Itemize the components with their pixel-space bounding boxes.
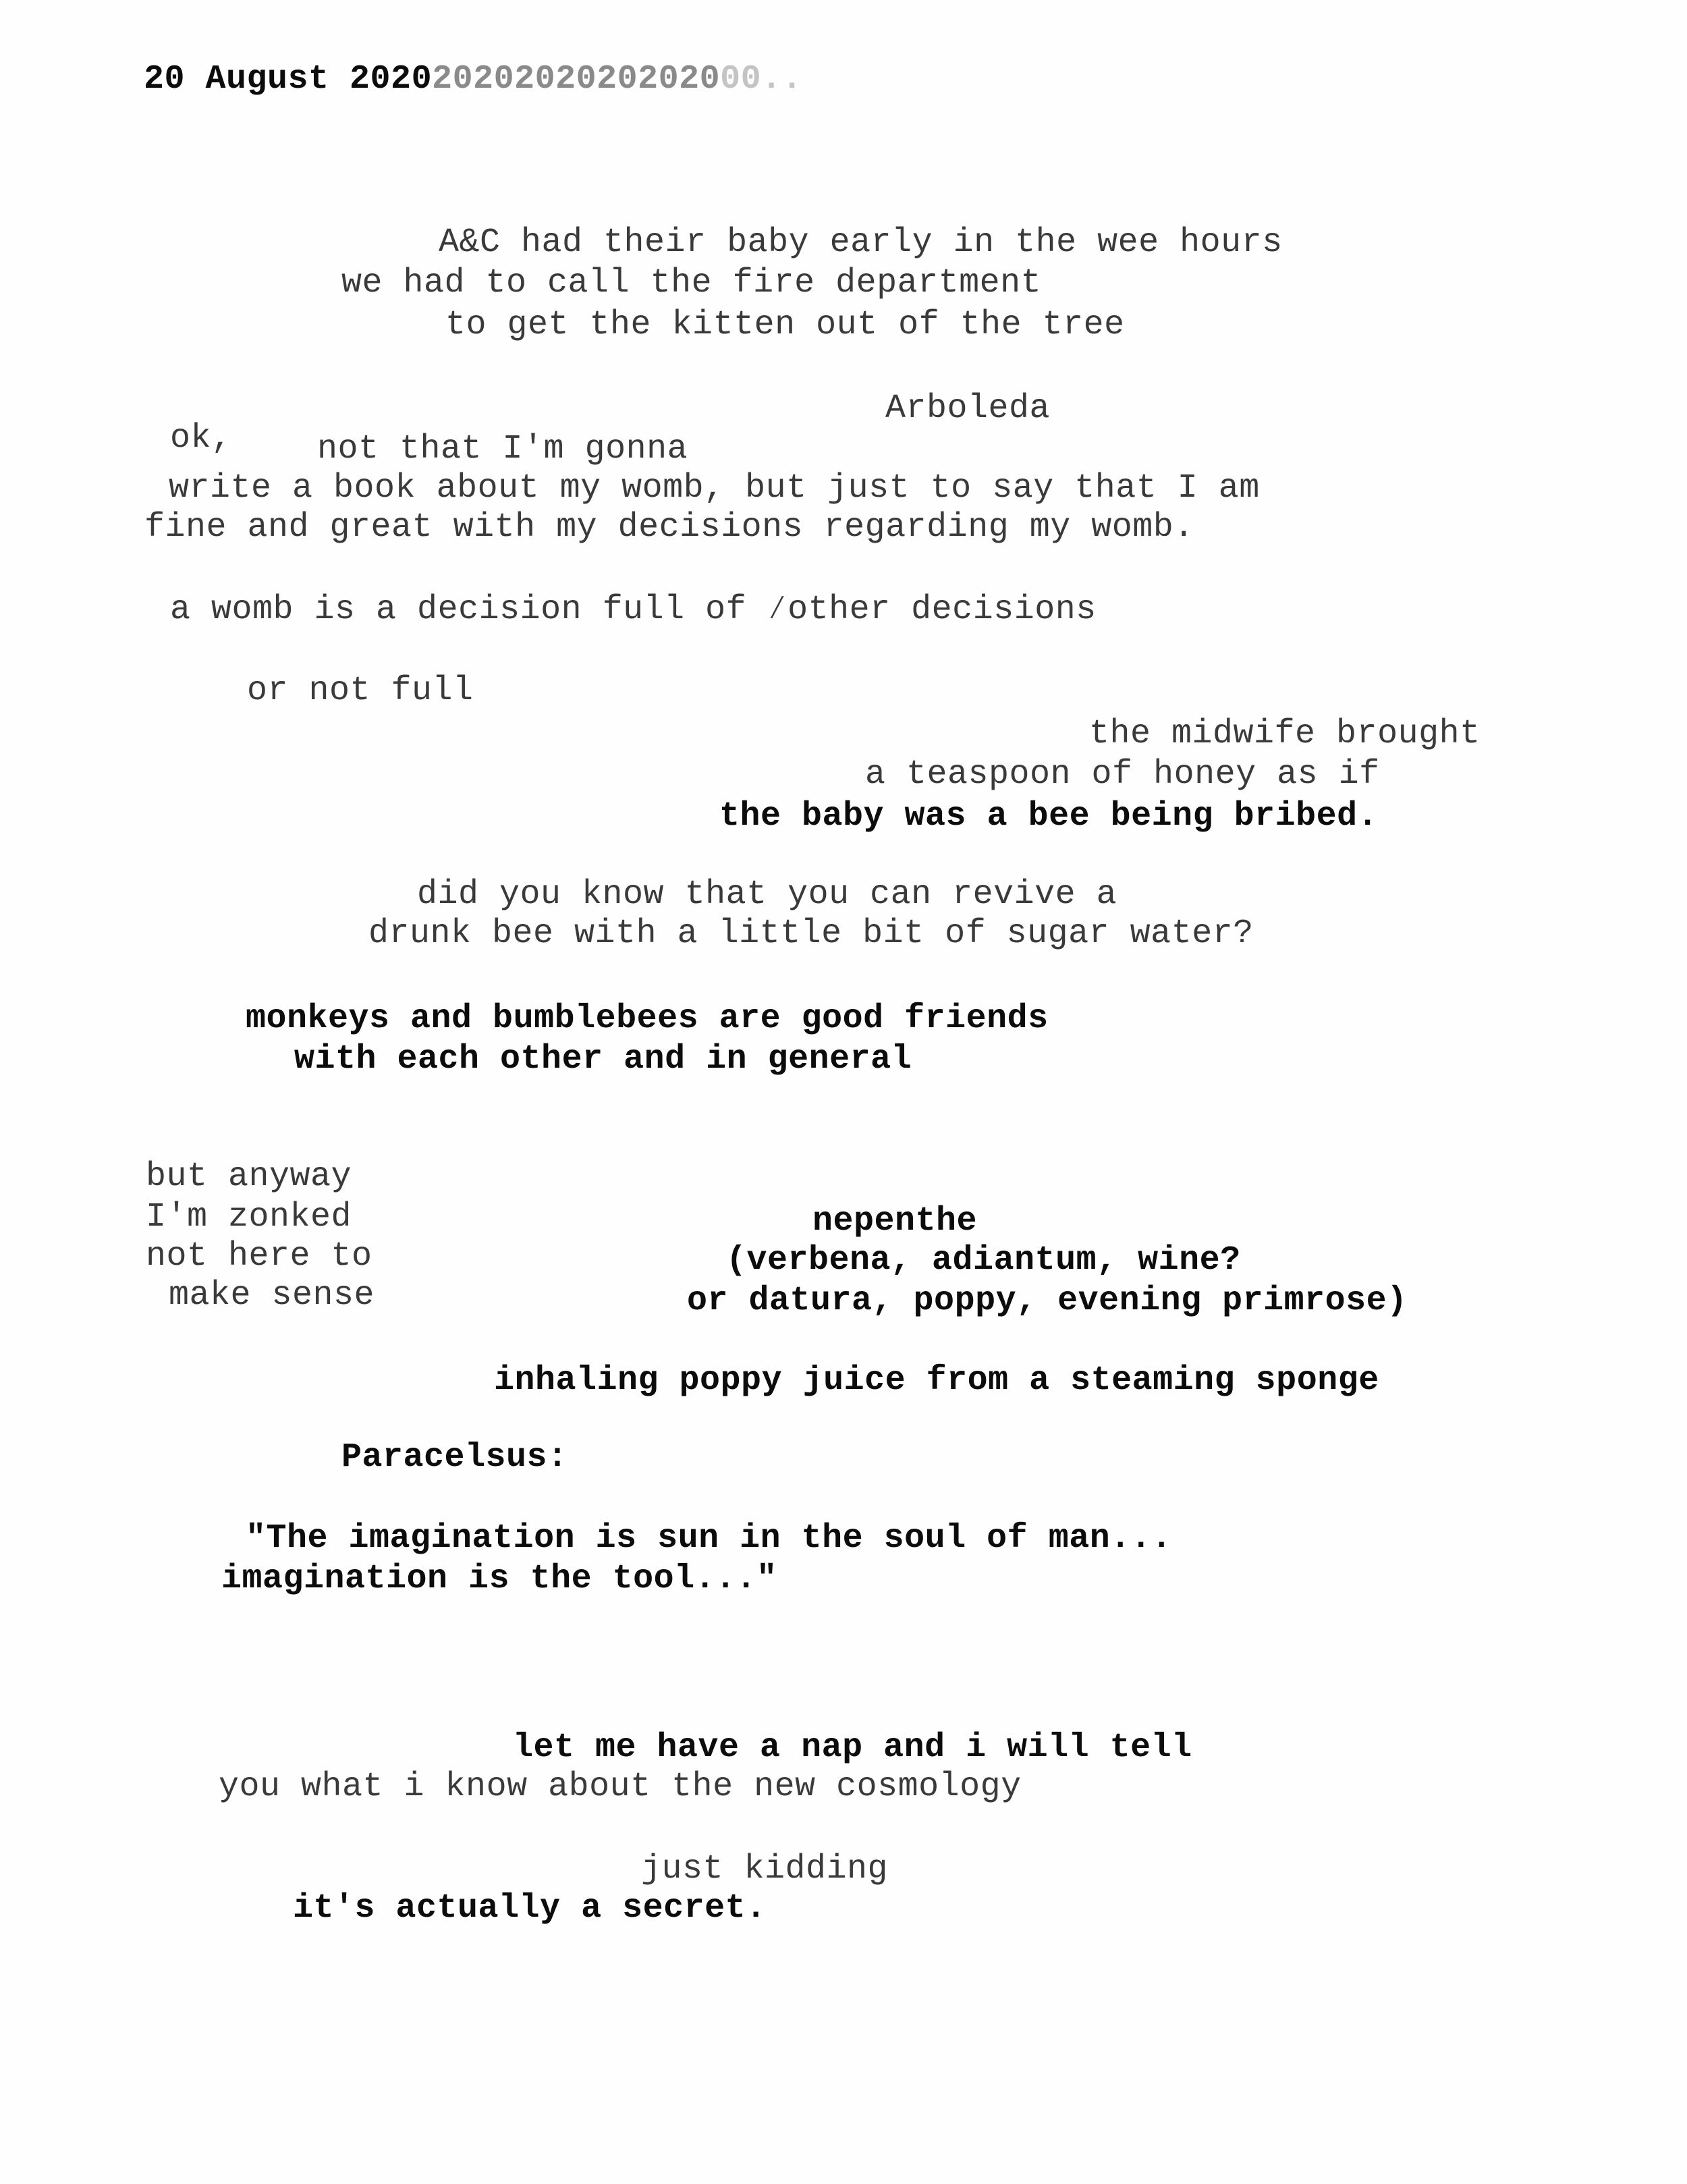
monkeys-line-2: with each other and in general xyxy=(294,1040,912,1079)
stanza-1-line-2: we had to call the fire department xyxy=(341,264,1042,302)
stanza-1-line-3: to get the kitten out of the tree xyxy=(445,306,1125,344)
date-echo: 20202020202020 xyxy=(432,60,721,99)
nepenthe-line-3: or datura, poppy, evening primrose) xyxy=(687,1282,1408,1320)
nepenthe-line-2: (verbena, adiantum, wine? xyxy=(726,1241,1241,1280)
nepenthe-line-1: nepenthe xyxy=(812,1202,978,1240)
zonked-line-4: make sense xyxy=(169,1276,375,1315)
midwife-line-3: the baby was a bee being bribed. xyxy=(719,797,1379,836)
zonked-line-3: not here to xyxy=(146,1237,372,1276)
quote-line-2: imagination is the tool..." xyxy=(221,1560,777,1598)
stanza-2-line-2: write a book about my womb, but just to say that I am xyxy=(169,469,1260,508)
monkeys-line-1: monkeys and bumblebees are good friends xyxy=(246,1000,1049,1038)
arboleda: Arboleda xyxy=(885,389,1051,428)
quote-line-1: "The imagination is sun in the soul of man... xyxy=(246,1519,1172,1558)
midwife-line-1: the midwife brought xyxy=(1089,715,1481,753)
zonked-line-1: but anyway xyxy=(146,1157,352,1196)
zonked-line-2: I'm zonked xyxy=(146,1198,352,1236)
stanza-2-ok: ok, xyxy=(170,419,232,458)
date-line xyxy=(144,59,802,100)
date-text: 20 August 2020 xyxy=(144,60,433,99)
kidding-line-1: just kidding xyxy=(641,1850,889,1888)
bee-line-2: drunk bee with a little bit of sugar water? xyxy=(368,914,1254,953)
nap-line-2: you what i know about the new cosmology xyxy=(219,1768,1022,1806)
midwife-line-2: a teaspoon of honey as if xyxy=(865,755,1380,794)
inhaling-line: inhaling poppy juice from a steaming sponge xyxy=(494,1361,1379,1400)
date-echo-fade: 00.. xyxy=(720,60,803,99)
kidding-line-2: it's actually a secret. xyxy=(293,1889,767,1928)
nap-line-1: let me have a nap and i will tell xyxy=(513,1728,1192,1767)
bee-line-1: did you know that you can revive a xyxy=(417,875,1117,914)
stanza-1-line-1: A&C had their baby early in the wee hours xyxy=(439,223,1283,262)
or-not-full: or not full xyxy=(247,672,474,710)
stanza-2-not-gonna: not that I'm gonna xyxy=(317,430,688,468)
stanza-2-line-3: fine and great with my decisions regarding my womb. xyxy=(144,508,1194,547)
womb-line: a womb is a decision full of ∕other decisions xyxy=(170,591,1097,629)
paracelsus: Paracelsus: xyxy=(341,1438,568,1477)
